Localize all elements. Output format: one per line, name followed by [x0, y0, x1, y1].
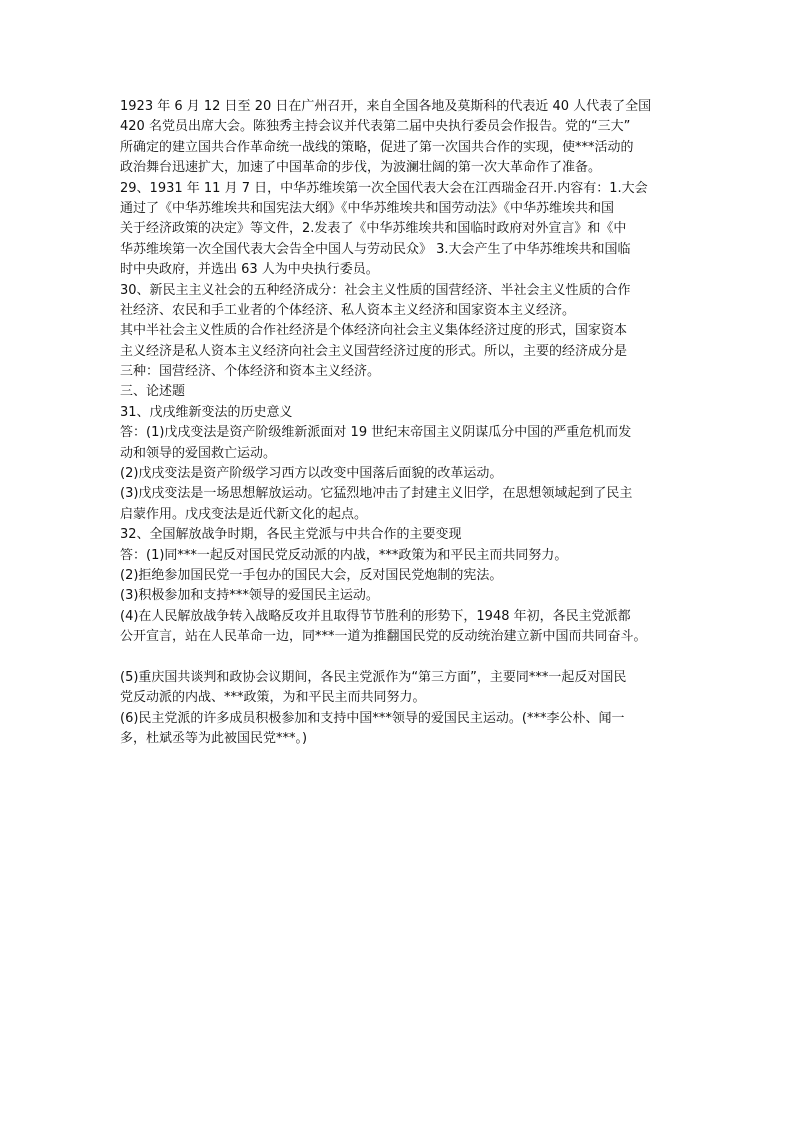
- text-line: (3)积极参加和支持***领导的爱国民主运动。: [120, 588, 379, 604]
- text-line: 所确定的建立国共合作革命统一战线的策略，促进了第一次国共合作的实现，使***活动的: [120, 139, 634, 155]
- question-title: 31、戊戌维新变法的历史意义: [120, 404, 293, 420]
- text-line: 关于经济政策的决定》等文件，2.发表了《中华苏维埃共和国临时政府对外宣言》和《中: [120, 221, 627, 237]
- text-line: 420 名党员出席大会。陈独秀主持会议并代表第二届中央执行委员会作报告。党的“三大”: [120, 119, 631, 135]
- text-line: 30、新民主主义社会的五种经济成分：社会主义性质的国营经济、半社会主义性质的合作: [120, 282, 631, 298]
- document-body: [120, 97, 690, 750]
- text-line: 华苏维埃第一次全国代表大会告全中国人与劳动民众》 3.大会产生了中华苏维埃共和国临: [120, 241, 631, 257]
- text-line: 其中半社会主义性质的合作社经济是个体经济向社会主义集体经济过度的形式，国家资本: [120, 323, 628, 339]
- blank-line: [120, 648, 690, 668]
- text-line: (6)民主党派的许多成员积极参加和支持中国***领导的爱国民主运动。(***李公朴、闻一: [120, 710, 625, 726]
- text-line: (4)在人民解放战争转入战略反攻并且取得节节胜利的形势下，1948 年初，各民主党派都: [120, 608, 631, 624]
- text-line: 主义经济是私人资本主义经济向社会主义国营经济过度的形式。所以，主要的经济成分是: [120, 343, 628, 359]
- text-line: 答：(1)戊戌变法是资产阶级维新派面对 19 世纪末帝国主义阴谋瓜分中国的严重危机而发: [120, 425, 632, 441]
- text-line: 动和领导的爱国救亡运动。: [120, 445, 277, 461]
- text-line: 通过了《中华苏维埃共和国宪法大纲》《中华苏维埃共和国劳动法》《中华苏维埃共和国: [120, 200, 615, 216]
- text-line: 党反动派的内战、***政策，为和平民主而共同努力。: [120, 690, 426, 706]
- text-line: 三种：国营经济、个体经济和资本主义经济。: [120, 364, 381, 380]
- question-title: 32、全国解放战争时期，各民主党派与中共合作的主要变现: [120, 527, 462, 543]
- text-line: (3)戊戌变法是一场思想解放运动。它猛烈地冲击了封建主义旧学，在思想领域起到了民主: [120, 486, 633, 502]
- text-line: 公开宣言，站在人民革命一边，同***一道为推翻国民党的反动统治建立新中国而共同奋斗。: [120, 629, 647, 645]
- text-line: 多，杜斌丞等为此被国民党***。): [120, 731, 308, 747]
- text-line: (2)拒绝参加国民党一手包办的国民大会，反对国民党炮制的宪法。: [120, 567, 503, 583]
- text-line: 启蒙作用。戊戌变法是近代新文化的起点。: [120, 506, 368, 522]
- section-heading: 三、论述题: [120, 384, 186, 400]
- text-line: 答：(1)同***一起反对国民党反动派的内战，***政策为和平民主而共同努力。: [120, 547, 568, 563]
- text-line: 时中央政府，并选出 63 人为中央执行委员。: [120, 262, 379, 278]
- text-line: 政治舞台迅速扩大，加速了中国革命的步伐，为波澜壮阔的第一次大革命作了准备。: [120, 160, 602, 176]
- text-line: (5)重庆国共谈判和政协会议期间，各民主党派作为“第三方面”，主要同***一起反对国民: [120, 669, 627, 685]
- text-line: 社经济、农民和手工业者的个体经济、私人资本主义经济和国家资本主义经济。: [120, 302, 576, 318]
- text-line: (2)戊戌变法是资产阶级学习西方以改变中国落后面貌的改革运动。: [120, 466, 503, 482]
- text-line: 1923 年 6 月 12 日至 20 日在广州召开，来自全国各地及莫斯科的代表近 40 人代表了全国: [120, 99, 652, 114]
- text-line: 29、1931 年 11 月 7 日，中华苏维埃第一次全国代表大会在江西瑞金召开.内容有：1.大会: [120, 180, 648, 196]
